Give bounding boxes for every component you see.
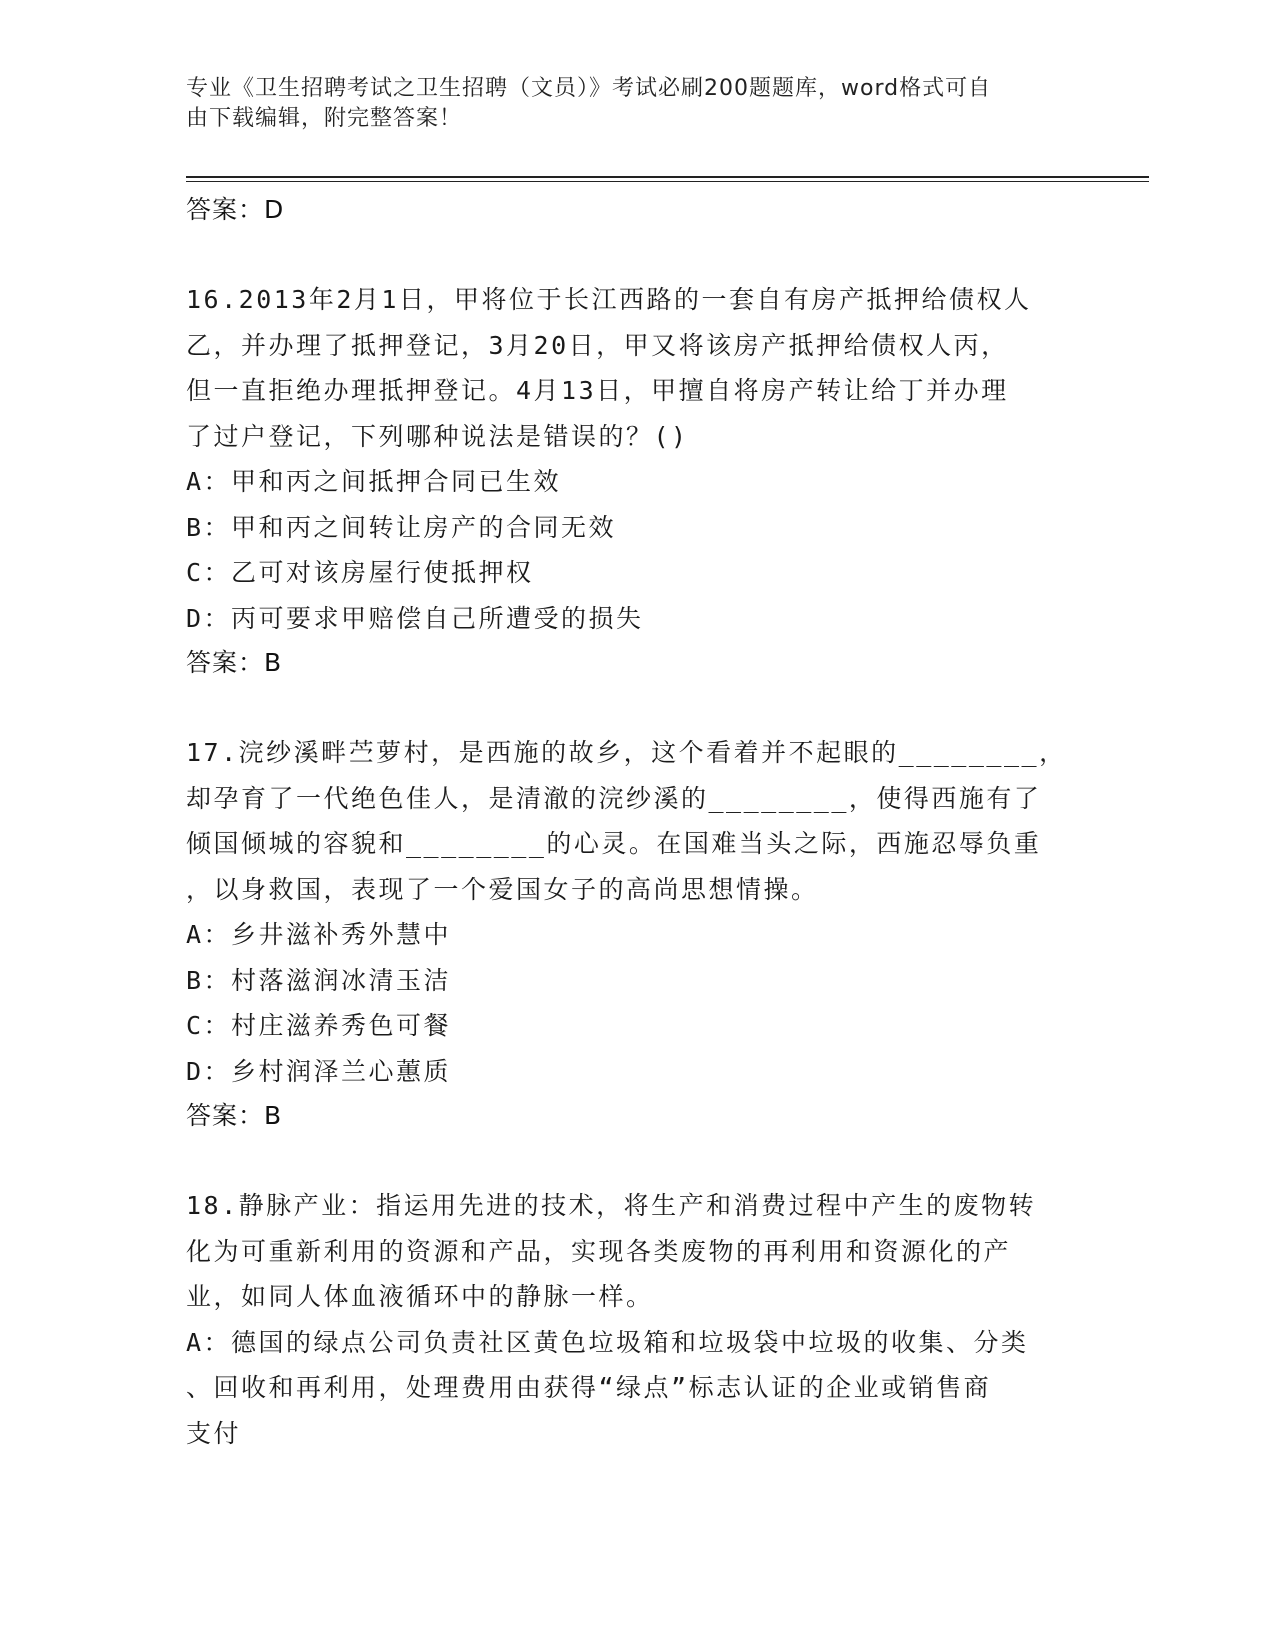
header-divider-thin [186, 181, 1149, 182]
question-text-line: 18.静脉产业：指运用先进的技术，将生产和消费过程中产生的废物转 [186, 1191, 1037, 1220]
question-text-line: 了过户登记，下列哪种说法是错误的？() [186, 421, 689, 451]
answer-label: 答案：B [186, 648, 283, 677]
question-text-line: 16.2013年2月1日，甲将位于长江西路的一套自有房产抵押给债权人 [186, 285, 1032, 314]
header-title-line-2: 由下载编辑，附完整答案！ [186, 106, 463, 131]
question-text-line: 17.浣纱溪畔苎萝村，是西施的故乡，这个看着并不起眼的________， [186, 738, 1067, 767]
question-18 [186, 1183, 1086, 1456]
question-text-line: 却孕育了一代绝色佳人，是清澈的浣纱溪的________，使得西施有了 [186, 783, 1042, 813]
option-a-continued: 支付 [186, 1418, 242, 1448]
question-text-line: ，以身救国，表现了一个爱国女子的高尚思想情操。 [186, 874, 819, 904]
option-a: A：德国的绿点公司负责社区黄色垃圾箱和垃圾袋中垃圾的收集、分类 [186, 1327, 1029, 1357]
option-d: D：乡村润泽兰心蕙质 [186, 1056, 452, 1086]
page-header [186, 74, 1066, 134]
question-text-line: 倾国倾城的容貌和________的心灵。在国难当头之际，西施忍辱负重 [186, 829, 1042, 858]
option-a: A：甲和丙之间抵押合同已生效 [186, 467, 562, 496]
option-a-continued: 、回收和再利用，处理费用由获得“绿点”标志认证的企业或销售商 [186, 1373, 992, 1402]
question-16 [186, 277, 1086, 685]
question-content [186, 188, 1086, 1456]
header-divider-thick [186, 176, 1149, 178]
question-text-line: 业，如同人体血液循环中的静脉一样。 [186, 1282, 654, 1311]
option-c: C：村庄滋养秀色可餐 [186, 1011, 452, 1040]
answer-label: 答案：B [186, 1101, 283, 1130]
option-b: B：村落滋润冰清玉洁 [186, 965, 452, 995]
answer-label: 答案：D [186, 195, 285, 224]
question-text-line: 乙，并办理了抵押登记，3月20日，甲又将该房产抵押给债权人丙， [186, 330, 1009, 360]
option-d: D：丙可要求甲赔偿自己所遭受的损失 [186, 603, 644, 633]
option-b: B：甲和丙之间转让房产的合同无效 [186, 512, 617, 542]
option-a: A：乡井滋补秀外慧中 [186, 920, 452, 949]
option-c: C：乙可对该房屋行使抵押权 [186, 558, 534, 587]
question-17 [186, 730, 1086, 1138]
question-text-line: 但一直拒绝办理抵押登记。4月13日，甲擅自将房产转让给丁并办理 [186, 376, 1009, 405]
question-text-line: 化为可重新利用的资源和产品，实现各类废物的再利用和资源化的产 [186, 1236, 1012, 1266]
header-title-line-1: 专业《卫生招聘考试之卫生招聘（文员）》考试必刷200题题库，word格式可自 [186, 76, 992, 101]
